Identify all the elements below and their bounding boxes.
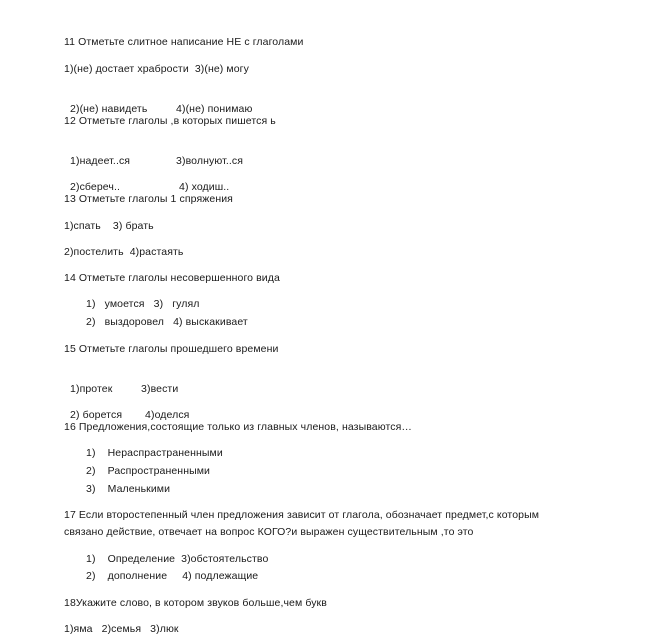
question-11-title: 11 Отметьте слитное написание НЕ с глаголами	[64, 36, 304, 48]
question-12-options-row-2	[64, 166, 229, 194]
question-11-option-2: 2)(не) навидеть	[70, 103, 148, 115]
question-17-options-row-1: 1) Определение 3)обстоятельство	[86, 553, 269, 565]
question-13-options-row-1: 1)спать 3) брать	[64, 220, 154, 232]
question-12-option-4: 4) ходиш..	[179, 181, 230, 193]
question-15-option-1: 1)протек	[70, 383, 113, 395]
question-17-options-row-2: 2) дополнение 4) подлежащие	[86, 570, 259, 582]
question-15-option-3: 3)вести	[141, 383, 179, 395]
question-15-options-row-1	[64, 368, 178, 396]
question-16-option-3: 3) Маленькими	[86, 483, 171, 495]
question-11-options-row-2	[64, 88, 252, 116]
question-18-options-row-1: 1)яма 2)семья 3)люк	[64, 623, 179, 635]
question-13-options-row-2: 2)постелить 4)растаять	[64, 246, 184, 258]
question-13-title: 13 Отметьте глаголы 1 спряжения	[64, 193, 233, 205]
question-14-title: 14 Отметьте глаголы несовершенного вида	[64, 272, 280, 284]
question-14-options-row-1: 1) умоется 3) гулял	[86, 298, 200, 310]
question-16-title: 16 Предложения,состоящие только из главных членов, называются…	[64, 421, 413, 433]
question-12-option-2: 2)сбереч..	[70, 181, 121, 193]
question-15-options-row-2	[64, 394, 189, 422]
question-18-title: 18Укажите слово, в котором звуков больше,чем букв	[64, 597, 327, 609]
question-17-title-line-1: 17 Если второстепенный член предложения зависит от глагола, обозначает предмет,с которым	[64, 509, 540, 521]
question-12-title: 12 Отметьте глаголы ,в которых пишется ь	[64, 115, 276, 127]
question-11-option-4: 4)(не) понимаю	[176, 103, 253, 115]
question-15-option-4: 4)оделся	[145, 409, 190, 421]
question-15-title: 15 Отметьте глаголы прошедшего времени	[64, 343, 279, 355]
question-16-option-2: 2) Распространенными	[86, 465, 211, 477]
question-16-option-1: 1) Нераспраcтраненными	[86, 447, 223, 459]
question-17-title-line-2: связано действие, отвечает на вопрос КОГО?и выражен существительным ,то это	[64, 526, 474, 538]
question-11-options-row-1: 1)(не) достает храбрости 3)(не) могу	[64, 63, 249, 75]
question-15-option-2: 2) борется	[70, 409, 123, 421]
question-12-options-row-1	[64, 140, 243, 168]
question-12-option-1: 1)надеет..ся	[70, 155, 131, 167]
question-12-option-3: 3)волнуют..ся	[176, 155, 243, 167]
question-14-options-row-2: 2) выздоровел 4) выскакивает	[86, 316, 248, 328]
